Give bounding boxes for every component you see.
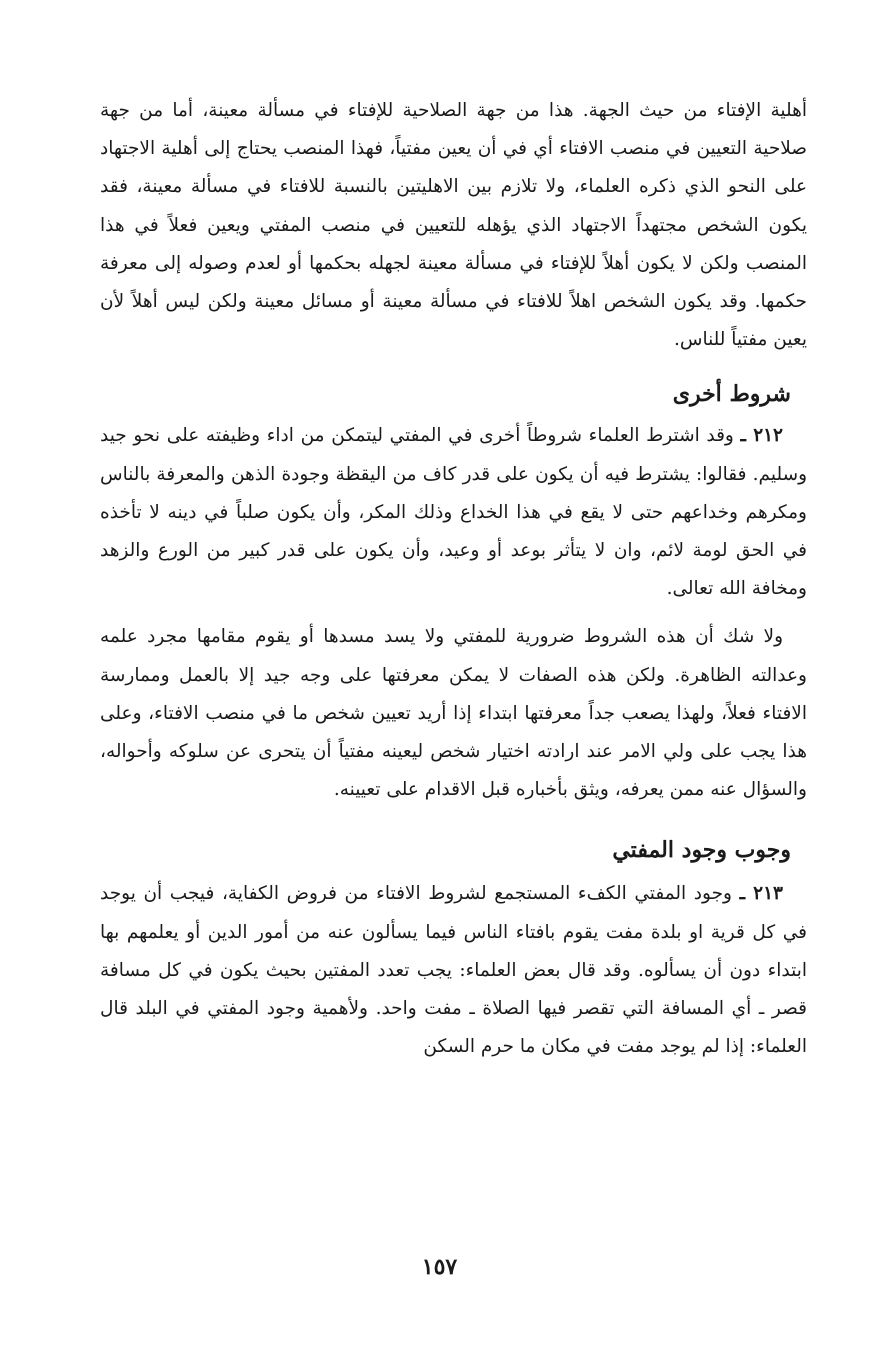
- section-213-number: ٢١٣ ـ: [739, 883, 783, 905]
- page-number: ١٥٧: [421, 1254, 458, 1280]
- section-213-paragraph: [100, 875, 807, 1066]
- section-213-text: وجود المفتي الكفء المستجمع لشروط الافتاء من فروض الكفاية، فيجب أن يوجد في كل قرية او بلدة مفت يقوم بافتاء الناس فيما يسألون عنه من أمور الدين أو يعلمهم بها ابتداء دون أن يسألوه. وقد قال بعض العلماء: يجب تعدد المفتين بحيث يكون في كل مسافة قصر ـ أي المسافة التي تقصر فيها الصلاة ـ مفت واحد. ولأهمية وجود المفتي في البلد قال العلماء: إذا لم يوجد مفت في مكان ما حرم السكن: [100, 883, 807, 1058]
- heading-mufti-obligation: وجوب وجود المفتي: [612, 837, 791, 864]
- section-212-text: وقد اشترط العلماء شروطاً أخرى في المفتي ليتمكن من اداء وظيفته على نحو جيد وسليم. فقالوا: يشترط فيه أن يكون على قدر كاف من اليقظة وجودة الذهن والمعرفة بالناس ومكرهم وخداعهم حتى لا يقع في هذا الخداع وذلك المكر، وأن يكون صلباً في دينه لا تأخذه في الحق لومة لائم، وان لا يتأثر بوعد أو وعيد، وأن يكون على قدر كبير من الورع والزهد ومخافة الله تعالى.: [100, 425, 807, 600]
- paragraph-3: ولا شك أن هذه الشروط ضرورية للمفتي ولا يسد مسدها أو يقوم مقامها مجرد علمه وعدالته الظاهرة. ولكن هذه الصفات لا يمكن معرفتها على وجه جيد إلا بالعمل وممارسة الافتاء فعلاً، ولهذا يصعب جداً معرفتها ابتداء إذا أريد تعيين شخص ما في منصب الافتاء، وعلى هذا يجب على ولي الامر عند ارادته اختيار شخص ليعينه مفتياً أن يتحرى عن سلوكه وأحواله، والسؤال عنه ممن يعرفه، ويثق بأخباره قبل الاقدام على تعيينه.: [100, 626, 807, 801]
- intro-paragraph: أهلية الإفتاء من حيث الجهة. هذا من جهة الصلاحية للإفتاء في مسألة معينة، أما من جهة صلاحية التعيين في منصب الافتاء أي في أن يعين مفتياً، فهذا المنصب يحتاج إلى أهلية الاجتهاد على النحو الذي ذكره العلماء، ولا تلازم بين الاهليتين بالنسبة للافتاء في مسألة معينة، فقد يكون الشخص مجتهداً الاجتهاد الذي يؤهله للتعيين في منصب المفتي ويعين فعلاً في هذا المنصب ولكن لا يكون أهلاً للإفتاء في مسألة معينة لجهله بحكمها أو لعدم وصوله إلى معرفة حكمها. وقد يكون الشخص اهلاً للافتاء في مسألة معينة أو مسائل معينة ولكن ليس أهلاً لأن يعين مفتياً للناس.: [100, 100, 807, 351]
- heading-other-conditions: شروط أخرى: [672, 381, 791, 408]
- section-212-number: ٢١٢ ـ: [740, 425, 783, 447]
- page-content: [100, 92, 807, 1066]
- section-212-paragraph: [100, 417, 807, 608]
